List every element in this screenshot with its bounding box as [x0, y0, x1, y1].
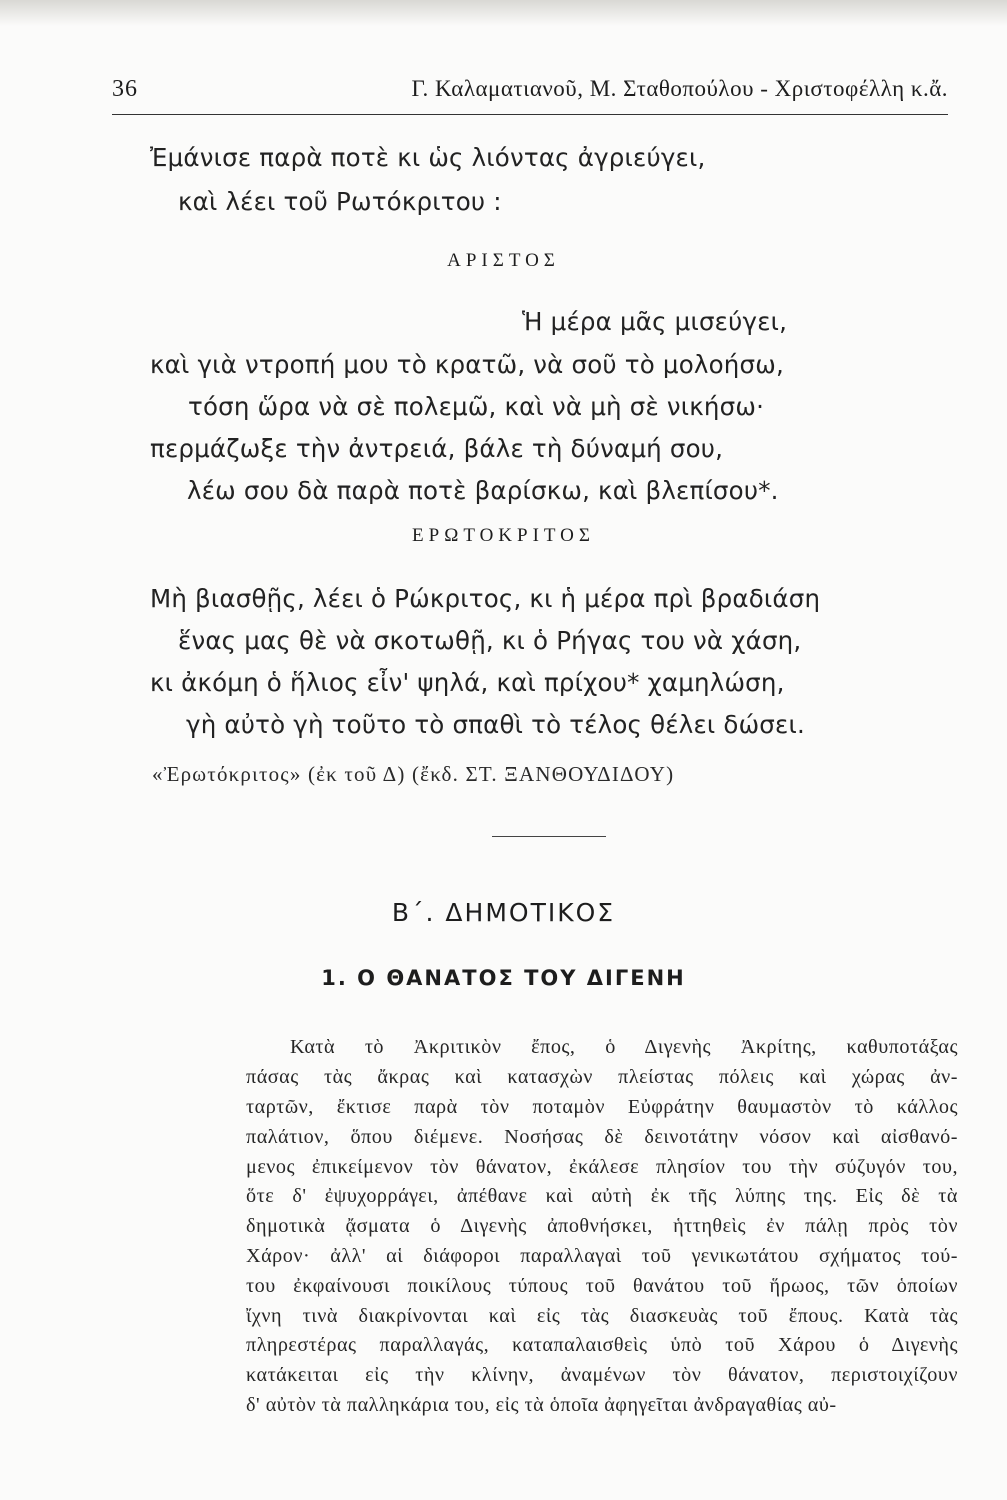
- section-divider: [492, 836, 606, 837]
- verse-line: κι ἀκόμη ὁ ἥλιος εἶν' ψηλά, καὶ πρίχου* χαμηλώση,: [150, 668, 785, 697]
- source-citation: «Ἐρωτόκριτος» (ἐκ τοῦ Δ) (ἔκδ. ΣΤ. ΞΑΝΘΟΥΔΙΔΟΥ): [152, 762, 675, 786]
- verse-line: γὴ αὐτὸ γὴ τοῦτο τὸ σπαθὶ τὸ τέλος θέλει δώσει.: [186, 710, 805, 739]
- page-header: [112, 74, 948, 115]
- prose-line: παλάτιον, ὅπου διέμενε. Νοσήσας δὲ δεινοτάτην νόσον καὶ αἰσθανό-: [246, 1126, 958, 1148]
- page-number: 36: [112, 76, 138, 102]
- prose-line: πάσας τὰς ἄκρας καὶ κατασχὼν πλείστας πόλεις καὶ χώρας ἀν-: [246, 1066, 958, 1088]
- prose-line: κατάκειται εἰς τὴν κλίνην, ἀναμένων τὸν θάνατον, περιστοιχίζουν: [246, 1364, 958, 1386]
- verse-line: Μὴ βιασθῇς, λέει ὁ Ρώκριτος, κι ἡ μέρα πρὶ βραδιάση: [150, 584, 821, 613]
- prose-line: δ' αὐτὸν τὰ παλληκάρια του, εἰς τὰ ὁποῖα ἀφηγεῖται ἀνδραγαθίας αὐ-: [246, 1394, 837, 1416]
- speaker-heading-aristos: ΑΡΙΣΤΟΣ: [447, 250, 560, 271]
- verse-line: Ἐμάνισε παρὰ ποτὲ κι ὡς λιόντας ἀγριεύγει,: [150, 143, 706, 172]
- verse-line: ἕνας μας θὲ νὰ σκοτωθῇ, κι ὁ Ρήγας του νὰ χάση,: [178, 626, 802, 655]
- verse-line: Ἡ μέρα μᾶς μισεύγει,: [522, 307, 788, 336]
- verse-line: περμάζωξε τὴν ἀντρειά, βάλε τὴ δύναμή σου,: [150, 434, 724, 463]
- section-title: Β΄. ΔΗΜΟΤΙΚΟΣ: [391, 898, 616, 927]
- prose-line: ταρτῶν, ἔκτισε παρὰ τὸν ποταμὸν Εὐφράτην θαυμαστὸν τὸ κάλλος: [246, 1096, 958, 1118]
- running-head: Γ. Καλαματιανοῦ, Μ. Σταθοπούλου - Χριστοφέλλη κ.ἄ.: [411, 76, 948, 101]
- prose-line: πληρεστέρας παραλλαγάς, καταπαλαισθεὶς ὑπὸ τοῦ Χάρου ὁ Διγενὴς: [246, 1334, 958, 1356]
- speaker-heading-erotokritos: ΕΡΩΤΟΚΡΙΤΟΣ: [412, 525, 595, 546]
- verse-line: τόση ὥρα νὰ σὲ πολεμῶ, καὶ νὰ μὴ σὲ νικήσω·: [188, 392, 765, 421]
- prose-line: του ἐκφαίνουσι ποικίλους τύπους τοῦ θανάτου τοῦ ἥρωος, τῶν ὁποίων: [246, 1275, 958, 1297]
- poem-title: 1. Ο ΘΑΝΑΤΟΣ ΤΟΥ ΔΙΓΕΝΗ: [321, 966, 686, 990]
- prose-line: Χάρον· ἀλλ' αἱ διάφοροι παραλλαγαὶ τοῦ γενικωτάτου σχήματος τού-: [246, 1245, 958, 1267]
- verse-line: λέω σου δὰ παρὰ ποτὲ βαρίσκω, καὶ βλεπίσου*.: [187, 476, 779, 505]
- page-top-shadow: [0, 0, 1007, 26]
- prose-line: ὅτε δ' ἐψυχορράγει, ἀπέθανε καὶ αὐτὴ ἐκ τῆς λύπης της. Εἰς δὲ τὰ: [246, 1185, 958, 1207]
- prose-line: Κατὰ τὸ Ἀκριτικὸν ἔπος, ὁ Διγενὴς Ἀκρίτης, καθυποτάξας: [290, 1036, 958, 1058]
- verse-line: καὶ γιὰ ντροπή μου τὸ κρατῶ, νὰ σοῦ τὸ μολοήσω,: [150, 350, 784, 379]
- prose-line: δημοτικὰ ᾄσματα ὁ Διγενὴς ἀποθνήσκει, ἡττηθεὶς ἐν πάλῃ πρὸς τὸν: [246, 1215, 958, 1237]
- prose-line: ἴχνη τινὰ διακρίνονται καὶ εἰς τὰς διασκευὰς τοῦ ἔπους. Κατὰ τὰς: [246, 1305, 958, 1327]
- verse-line: καὶ λέει τοῦ Ρωτόκριτου :: [178, 187, 502, 216]
- prose-line: μενος ἐπικείμενον τὸν θάνατον, ἐκάλεσε πλησίον του τὴν σύζυγόν του,: [246, 1156, 958, 1178]
